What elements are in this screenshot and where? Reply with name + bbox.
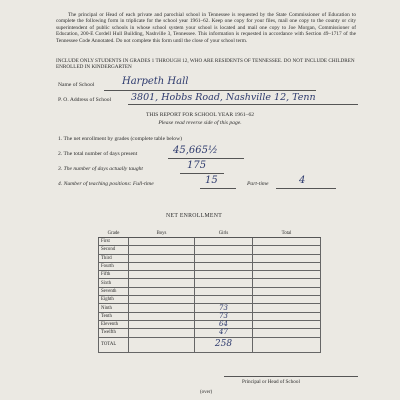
school-name-value: Harpeth Hall xyxy=(122,76,189,87)
girls-total-value: 258 xyxy=(214,339,233,350)
item-4-value: 15 xyxy=(205,175,218,186)
boys-cell xyxy=(129,320,195,328)
boys-cell xyxy=(129,279,195,287)
table-row xyxy=(99,304,321,312)
header-total: Total xyxy=(253,230,321,238)
total-cell xyxy=(253,329,321,337)
table-row xyxy=(99,271,321,279)
school-address-label: P. O. Address of School xyxy=(58,97,112,103)
grade-label: Eleventh xyxy=(99,320,129,328)
grade-label: Seventh xyxy=(99,287,129,295)
boys-cell xyxy=(129,329,195,337)
scope-note: INCLUDE ONLY STUDENTS IN GRADES 1 THROUGH 12, WHO ARE RESIDENTS OF TENNESSEE. DO NOT INCLUDE CHILDREN ENROLLED IN KINDERGARTEN xyxy=(56,58,355,71)
item-2-line xyxy=(168,158,244,159)
table-row xyxy=(99,287,321,295)
boys-cell xyxy=(129,254,195,262)
header-boys: Boys xyxy=(129,230,195,238)
item-2-text: 2. The total number of days present xyxy=(58,151,138,157)
boys-cell xyxy=(129,246,195,254)
table-row xyxy=(99,262,321,270)
girls-cell xyxy=(195,279,253,287)
school-address-line xyxy=(128,104,358,105)
table-row xyxy=(99,254,321,262)
total-cell xyxy=(253,312,321,320)
signature-line xyxy=(224,376,358,377)
item-4-text: 4. Number of teaching positions: Full-time xyxy=(58,181,154,187)
report-subtitle: Please read reverse side of this page. xyxy=(158,120,242,126)
part-time-value: 4 xyxy=(299,175,306,186)
report-title: THIS REPORT FOR SCHOOL YEAR 1961–62 xyxy=(145,112,255,118)
girls-cell: 73 xyxy=(195,304,253,312)
instructions-text: The principal or Head of each private and parochial school in Tennessee is requested by the State Commissioner of Education to complete the following form in triplicate for the school year 1961–62. Keep one copy for your files, mail one copy to the county or city superintendent of public schools in whose school system your school is located and mail one copy to Joe Morgan, Commissioner of Education, 200-E Cordell Hull Building, Nashville 3, Tennessee. This information is requested in accordance with Section 49–1717 of the Tennessee Code Annotated. Do not complete this form until the close of your school term. xyxy=(56,12,356,44)
total-cell xyxy=(253,238,321,246)
footer-over: (over) xyxy=(200,390,213,395)
total-row xyxy=(99,337,321,352)
girls-cell xyxy=(195,246,253,254)
table-row xyxy=(99,296,321,304)
boys-cell xyxy=(129,238,195,246)
signature-label: Principal or Head of School xyxy=(242,379,300,385)
school-name-label: Name of School xyxy=(58,82,95,88)
girls-cell xyxy=(195,271,253,279)
total-cell xyxy=(253,254,321,262)
boys-cell xyxy=(129,271,195,279)
boys-cell xyxy=(129,312,195,320)
school-name-line xyxy=(104,90,316,91)
total-cell xyxy=(253,304,321,312)
grade-label: First xyxy=(99,238,129,246)
grade-label: Third xyxy=(99,254,129,262)
grand-total-cell xyxy=(253,337,321,352)
girls-cell xyxy=(195,287,253,295)
table-row xyxy=(99,320,321,328)
total-label: TOTAL xyxy=(99,337,129,352)
grade-label: Fourth xyxy=(99,262,129,270)
table-row xyxy=(99,238,321,246)
part-time-line xyxy=(276,188,336,189)
girls-total-cell xyxy=(195,337,253,352)
grade-label: Fifth xyxy=(99,271,129,279)
net-enrollment-table xyxy=(98,230,321,353)
table-row xyxy=(99,312,321,320)
total-cell xyxy=(253,296,321,304)
grade-label: Eighth xyxy=(99,296,129,304)
girls-cell: 73 xyxy=(195,312,253,320)
grade-label: Ninth xyxy=(99,304,129,312)
table-row xyxy=(99,279,321,287)
boys-total-cell xyxy=(129,337,195,352)
table-row xyxy=(99,329,321,337)
grade-label: Second xyxy=(99,246,129,254)
item-2-value: 45,665½ xyxy=(173,145,218,156)
table-row xyxy=(99,246,321,254)
total-cell xyxy=(253,287,321,295)
item-3-value: 175 xyxy=(187,160,207,171)
item-4-line xyxy=(200,188,236,189)
total-cell xyxy=(253,320,321,328)
school-address-value: 3801, Hobbs Road, Nashville 12, Tenn xyxy=(131,92,316,103)
boys-cell xyxy=(129,262,195,270)
girls-cell xyxy=(195,262,253,270)
girls-cell xyxy=(195,254,253,262)
total-cell xyxy=(253,262,321,270)
girls-cell: 64 xyxy=(195,320,253,328)
instructions xyxy=(56,12,356,44)
total-cell xyxy=(253,271,321,279)
item-3-text: 3. The number of days actually taught xyxy=(58,166,143,172)
boys-cell xyxy=(129,287,195,295)
boys-cell xyxy=(129,296,195,304)
header-grade: Grade xyxy=(99,230,129,238)
grade-label: Twelfth xyxy=(99,329,129,337)
total-cell xyxy=(253,279,321,287)
girls-cell xyxy=(195,238,253,246)
net-enrollment-title: NET ENROLLMENT xyxy=(166,213,223,219)
boys-cell xyxy=(129,304,195,312)
part-time-label: Part-time xyxy=(247,181,269,187)
item-1-text: 1. The net enrollment by grades (complete table below) xyxy=(58,136,183,142)
grade-label: Tenth xyxy=(99,312,129,320)
header-girls: Girls xyxy=(195,230,253,238)
grade-label: Sixth xyxy=(99,279,129,287)
item-3-line xyxy=(180,173,224,174)
girls-cell: 47 xyxy=(195,329,253,337)
total-cell xyxy=(253,246,321,254)
